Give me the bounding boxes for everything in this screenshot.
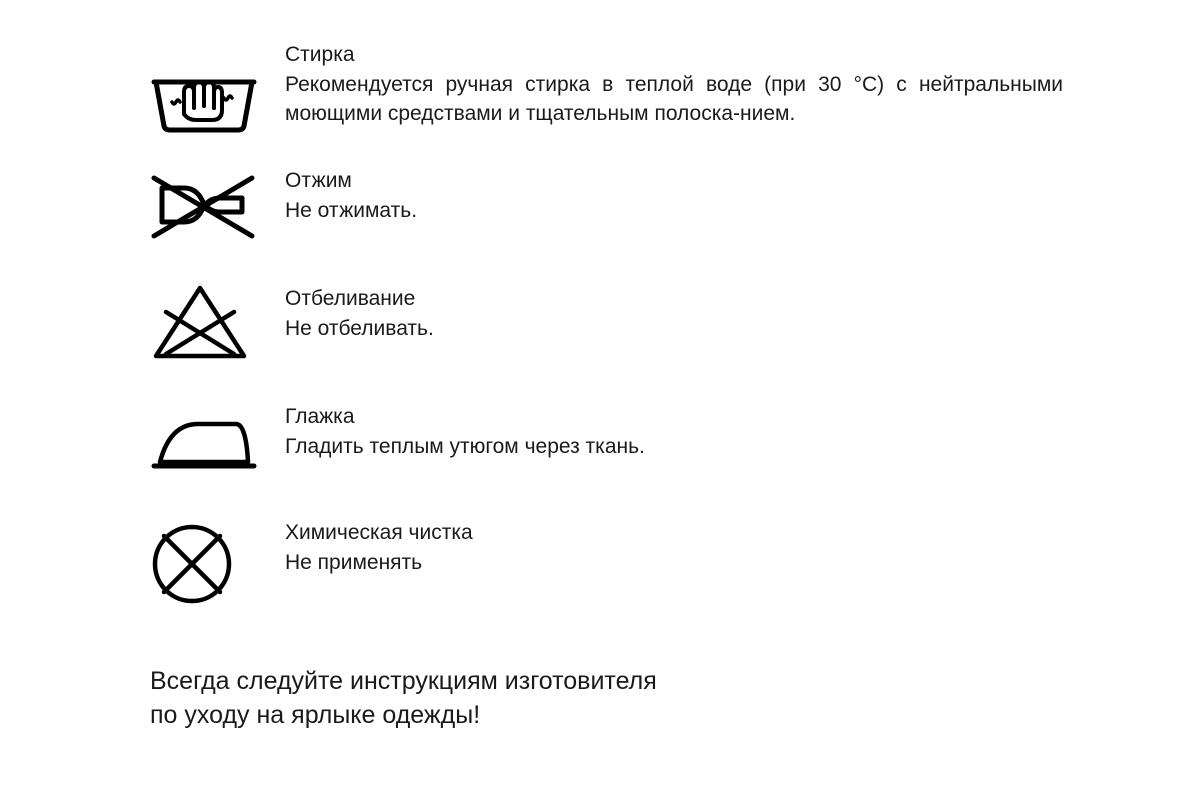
care-desc-spin: Не отжимать. <box>285 199 418 222</box>
footer-note <box>150 664 1080 732</box>
text-cell-spin <box>285 166 1080 225</box>
care-title-dry-clean: Химическая чистка <box>285 521 473 544</box>
care-item-bleach <box>150 284 1080 360</box>
footer-note-line-1: Всегда следуйте инструкциям изготовителя <box>150 667 657 695</box>
care-title-spin: Отжим <box>285 169 352 192</box>
care-desc-bleach: Не отбеливать. <box>285 317 434 340</box>
icon-cell-iron <box>150 402 285 474</box>
hand-wash-icon <box>150 62 258 134</box>
care-item-wash <box>150 40 1080 134</box>
no-wring-icon <box>150 170 258 246</box>
care-title-iron: Глажка <box>285 405 355 428</box>
care-item-spin <box>150 166 1080 246</box>
no-dry-clean-icon <box>150 522 234 606</box>
text-cell-dry-clean <box>285 518 1080 577</box>
care-desc-wash: Рекомендуется ручная стирка в теплой воде (при 30 °C) с нейтральными моющими средствами и тщательным полоска-нием. <box>285 73 1063 125</box>
footer-note-line-2: по уходу на ярлыке одежды! <box>150 701 481 729</box>
text-cell-iron <box>285 402 1080 461</box>
icon-cell-dry-clean <box>150 518 285 606</box>
icon-cell-bleach <box>150 284 285 360</box>
no-bleach-icon <box>150 284 250 360</box>
text-cell-bleach <box>285 284 1080 343</box>
care-item-iron <box>150 402 1080 474</box>
care-item-dry-clean <box>150 518 1080 606</box>
care-instruction-list <box>150 40 1080 606</box>
care-title-wash: Стирка <box>285 43 355 66</box>
care-desc-iron: Гладить теплым утюгом через ткань. <box>285 435 645 458</box>
icon-cell-spin <box>150 166 285 246</box>
care-title-bleach: Отбеливание <box>285 287 416 310</box>
text-cell-wash <box>285 40 1080 128</box>
iron-low-heat-icon <box>150 418 258 474</box>
icon-cell-wash <box>150 40 285 134</box>
care-desc-dry-clean: Не применять <box>285 551 423 574</box>
